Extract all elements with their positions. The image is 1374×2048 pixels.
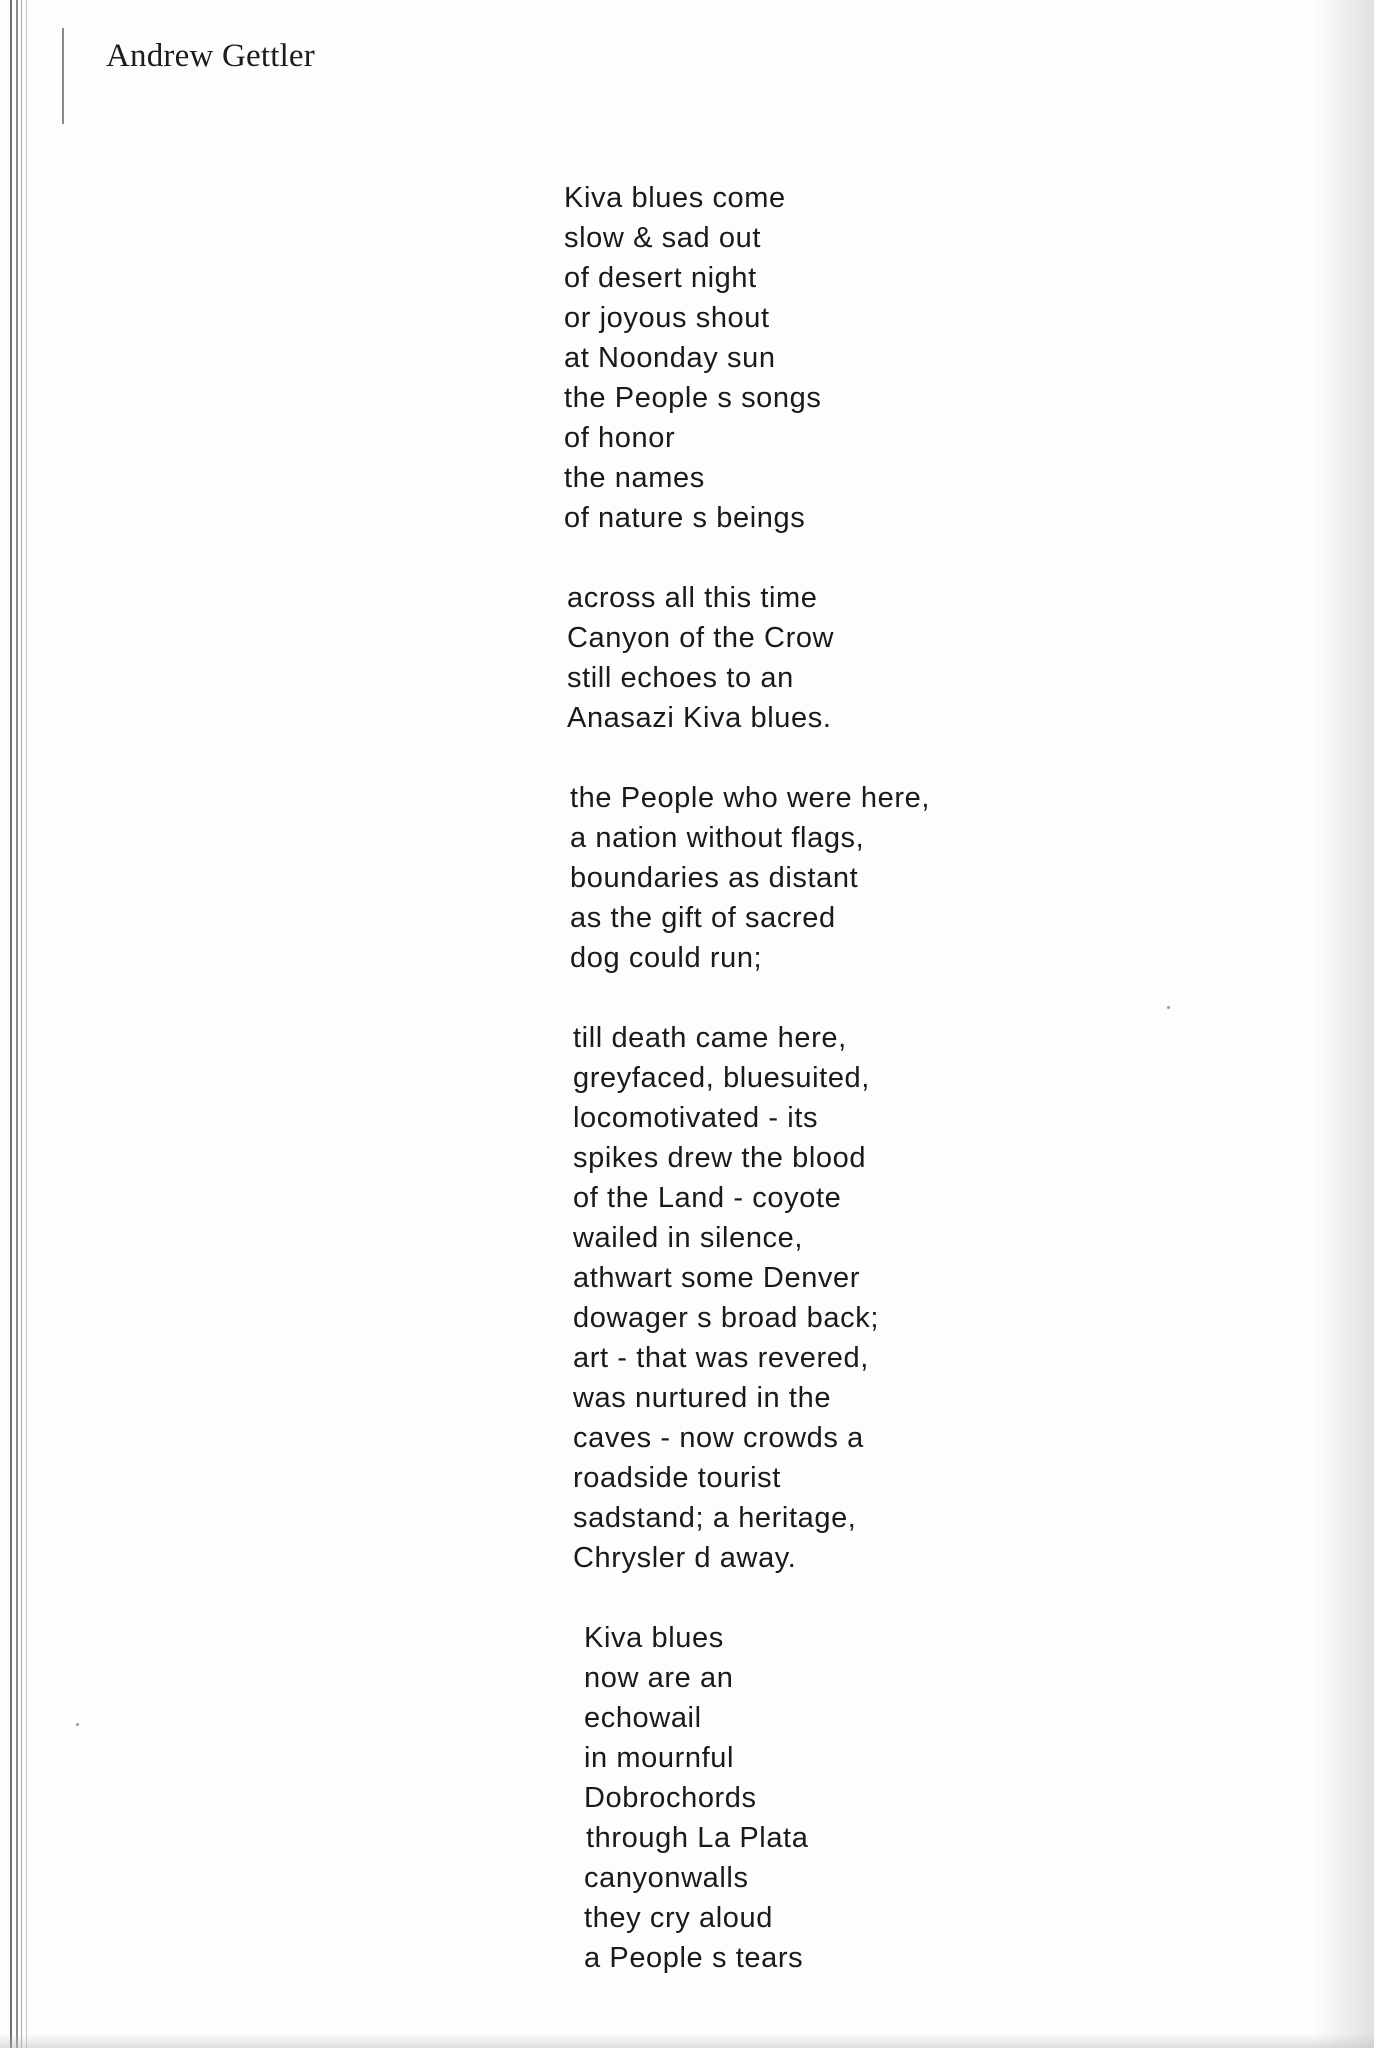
- poem-line: Kiva blues come: [564, 182, 786, 214]
- page-bottom-shadow: [0, 2034, 1374, 2048]
- author-name: Andrew Gettler: [106, 38, 315, 74]
- stanza: [584, 1618, 1124, 1978]
- poem-line: at Noonday sun: [564, 342, 776, 374]
- poem-line: canyonwalls: [584, 1862, 749, 1894]
- poem-line: spikes drew the blood: [573, 1142, 867, 1174]
- poem-line: through La Plata: [586, 1822, 809, 1854]
- poem-line: Chrysler d away.: [573, 1542, 797, 1574]
- poem-line: athwart some Denver: [573, 1262, 861, 1294]
- binding-edge-line: [10, 0, 12, 2048]
- poem-line: sadstand; a heritage,: [573, 1502, 857, 1534]
- poem-line: was nurtured in the: [573, 1382, 832, 1414]
- poem-line: dowager s broad back;: [573, 1302, 879, 1334]
- poem-line: till death came here,: [573, 1022, 847, 1054]
- poem-line: echowail: [584, 1702, 702, 1734]
- poem-line: of honor: [564, 422, 676, 454]
- poem-line: Anasazi Kiva blues.: [567, 702, 832, 734]
- stanza: [573, 1018, 1124, 1578]
- poem-line: wailed in silence,: [573, 1222, 804, 1254]
- binding-edge-line: [16, 0, 18, 2048]
- poem-line: greyfaced, bluesuited,: [573, 1062, 870, 1094]
- poem-line: the names: [564, 462, 705, 494]
- scan-speck: [76, 1723, 79, 1726]
- poem-line: caves - now crowds a: [573, 1422, 864, 1454]
- binding-edge-line: [21, 0, 22, 2048]
- poem-line: Canyon of the Crow: [567, 622, 835, 654]
- poem-line: a People s tears: [584, 1942, 804, 1974]
- binding-edge-line: [26, 0, 27, 2048]
- poem-line: dog could run;: [570, 942, 763, 974]
- poem-line: boundaries as distant: [570, 862, 859, 894]
- poem-line: as the gift of sacred: [570, 902, 836, 934]
- poem-line: still echoes to an: [567, 662, 794, 694]
- stanza: [564, 178, 1124, 538]
- scan-speck: [1167, 1006, 1170, 1009]
- poem-line: Kiva blues: [584, 1622, 724, 1654]
- poem-line: the People who were here,: [570, 782, 930, 814]
- poem-line: of nature s beings: [564, 502, 806, 534]
- poem-line: they cry aloud: [584, 1902, 773, 1934]
- poem-line: slow & sad out: [564, 222, 761, 254]
- poem-body: [564, 178, 1124, 2018]
- stanza: [570, 778, 1124, 978]
- poem-line: of the Land - coyote: [573, 1182, 842, 1214]
- poem-line: roadside tourist: [573, 1462, 781, 1494]
- poem-line: locomotivated - its: [573, 1102, 819, 1134]
- poem-line: the People s songs: [564, 382, 822, 414]
- poem-line: of desert night: [564, 262, 757, 294]
- page-edge-shadow: [1314, 0, 1374, 2048]
- poem-line: Dobrochords: [584, 1782, 757, 1814]
- stanza: [567, 578, 1124, 738]
- poem-line: art - that was revered,: [573, 1342, 869, 1374]
- poem-line: in mournful: [584, 1742, 735, 1774]
- poem-line: a nation without flags,: [570, 822, 865, 854]
- poem-line: now are an: [584, 1662, 734, 1694]
- poem-line: or joyous shout: [564, 302, 770, 334]
- poem-line: across all this time: [567, 582, 818, 614]
- margin-mark: [62, 28, 64, 124]
